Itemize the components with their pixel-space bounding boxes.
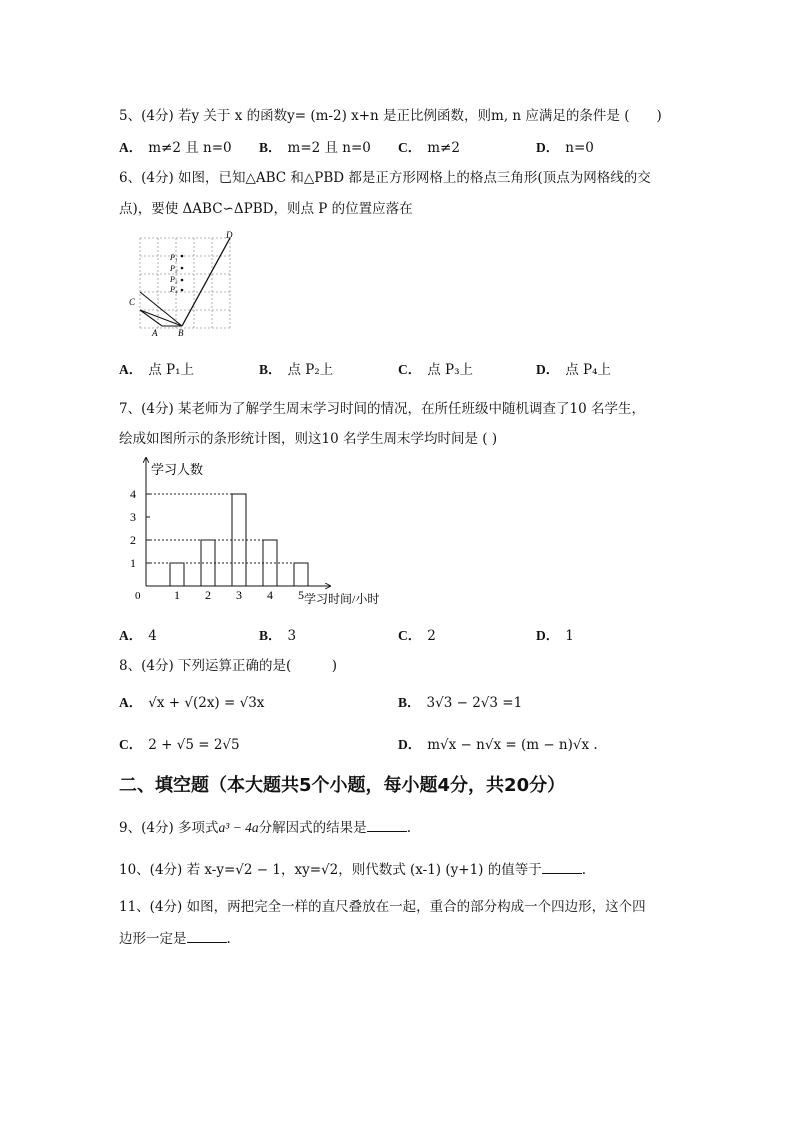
bar <box>170 563 184 586</box>
q9-suffix: 分解因式的结果是 <box>258 820 367 836</box>
q10-suffix: ，则代数式 (x-1) (y+1) 的值等于 <box>338 862 542 878</box>
q5-option-a: A． m≠2 且 n=0 <box>119 140 232 156</box>
q8-option-a: A． √x + √(2x) = √3x <box>119 695 265 711</box>
q8-option-c: C． 2 + √5 = 2√5 <box>119 737 240 753</box>
x-tick-label: 1 <box>174 588 180 602</box>
x-tick-label: 3 <box>236 588 242 602</box>
q10-expression-2: √2 <box>321 862 339 878</box>
q9-line <box>119 816 411 836</box>
q5-option-d: D． n=0 <box>536 140 594 156</box>
q11-stem-line1: 11、(4分) 如图，两把完全一样的直尺叠放在一起，重合的部分构成一个四边形，这个四 <box>119 899 646 915</box>
y-tick-label: 3 <box>130 510 136 524</box>
q9-prefix: 9、(4分) 多项式 <box>119 820 219 836</box>
label-p3: P₃ <box>170 275 178 284</box>
bar <box>294 563 308 586</box>
q6-option-a: A． 点 P₁上 <box>119 362 195 378</box>
x-tick-label: 4 <box>267 588 273 602</box>
point-p2 <box>181 267 184 270</box>
x-tick-label: 2 <box>205 588 211 602</box>
q10-end: . <box>581 862 587 878</box>
q9-answer-blank[interactable] <box>367 818 407 832</box>
label-a: A <box>152 328 158 338</box>
point-p1 <box>181 255 184 258</box>
q6-stem-line1: 6、(4分) 如图，已知△ABC 和△PBD 都是正方形网格上的格点三角形(顶点为网格线的交 <box>119 170 651 186</box>
q8-option-d: D． m√x − n√x = (m − n)√x . <box>398 737 598 753</box>
y-axis-title: 学习人数 <box>151 462 204 477</box>
q6-grid-figure <box>126 230 238 340</box>
label-d: D <box>226 230 233 240</box>
label-p2: P₂ <box>170 264 178 273</box>
q7-option-b: B． 3 <box>259 628 297 644</box>
q9-end: . <box>406 820 411 836</box>
q7-option-a: A． 4 <box>119 628 157 644</box>
label-c: C <box>129 297 136 307</box>
grid-lines <box>140 238 230 328</box>
q8-stem: 8、(4分) 下列运算正确的是( ) <box>119 658 338 674</box>
y-tick-label: 1 <box>130 556 136 570</box>
q10-prefix: 10、(4分) 若 x-y= <box>119 862 236 878</box>
origin-label: 0 <box>135 590 141 602</box>
point-p4 <box>181 289 184 292</box>
y-tick-label: 2 <box>130 533 136 547</box>
q6-option-d: D． 点 P₄上 <box>536 362 612 378</box>
y-tick-label: 4 <box>130 487 136 501</box>
label-p1: P₁ <box>170 253 178 262</box>
q7-stem-line1: 7、(4分) 某老师为了解学生周末学习时间的情况，在所任班级中随机调查了10 名学生， <box>119 401 645 417</box>
x-tick-label: 5 <box>298 588 304 602</box>
q7-stem-line2: 绘成如图所示的条形统计图，则这10 名学生周末学均时间是 ( ) <box>119 431 498 447</box>
q6-option-b: B． 点 P₂上 <box>259 362 334 378</box>
q10-expression-1: √2 − 1 <box>235 862 281 878</box>
q7-bar-chart <box>118 452 408 612</box>
q5-option-c: C． m≠2 <box>398 140 460 156</box>
label-p4: P₄ <box>170 285 178 294</box>
q11-answer-blank[interactable] <box>187 929 227 943</box>
q5-option-b: B． m=2 且 n=0 <box>259 140 371 156</box>
q6-option-c: C． 点 P₃上 <box>398 362 474 378</box>
section-heading: 二、填空题（本大题共5个小题，每小题4分，共20分） <box>119 775 566 796</box>
segment-b-left <box>140 292 182 326</box>
q11-stem-line2 <box>119 927 231 947</box>
q9-expression: a³ − 4a <box>218 820 259 835</box>
q10-line <box>119 858 586 878</box>
q11-end: . <box>226 931 231 947</box>
x-axis-title: 学习时间/小时 <box>304 592 380 606</box>
q11-prefix: 边形一定是 <box>119 931 187 947</box>
q7-option-c: C． 2 <box>398 628 436 644</box>
q10-answer-blank[interactable] <box>542 860 582 874</box>
q7-option-d: D． 1 <box>536 628 574 644</box>
segment-bd <box>182 238 230 326</box>
q5-stem: 5、(4分) 若y 关于 x 的函数y= (m-2) x+n 是正比例函数，则m, n 应满足的条件是 ( ) <box>119 108 662 124</box>
q10-mid: ，xy= <box>280 862 322 878</box>
q6-stem-line2: 点)，要使 ΔABC∽ΔPBD，则点 P 的位置应落在 <box>119 201 413 217</box>
q8-option-b: B． 3√3 − 2√3 =1 <box>398 695 523 711</box>
label-b: B <box>178 328 184 338</box>
point-p3 <box>181 279 184 282</box>
